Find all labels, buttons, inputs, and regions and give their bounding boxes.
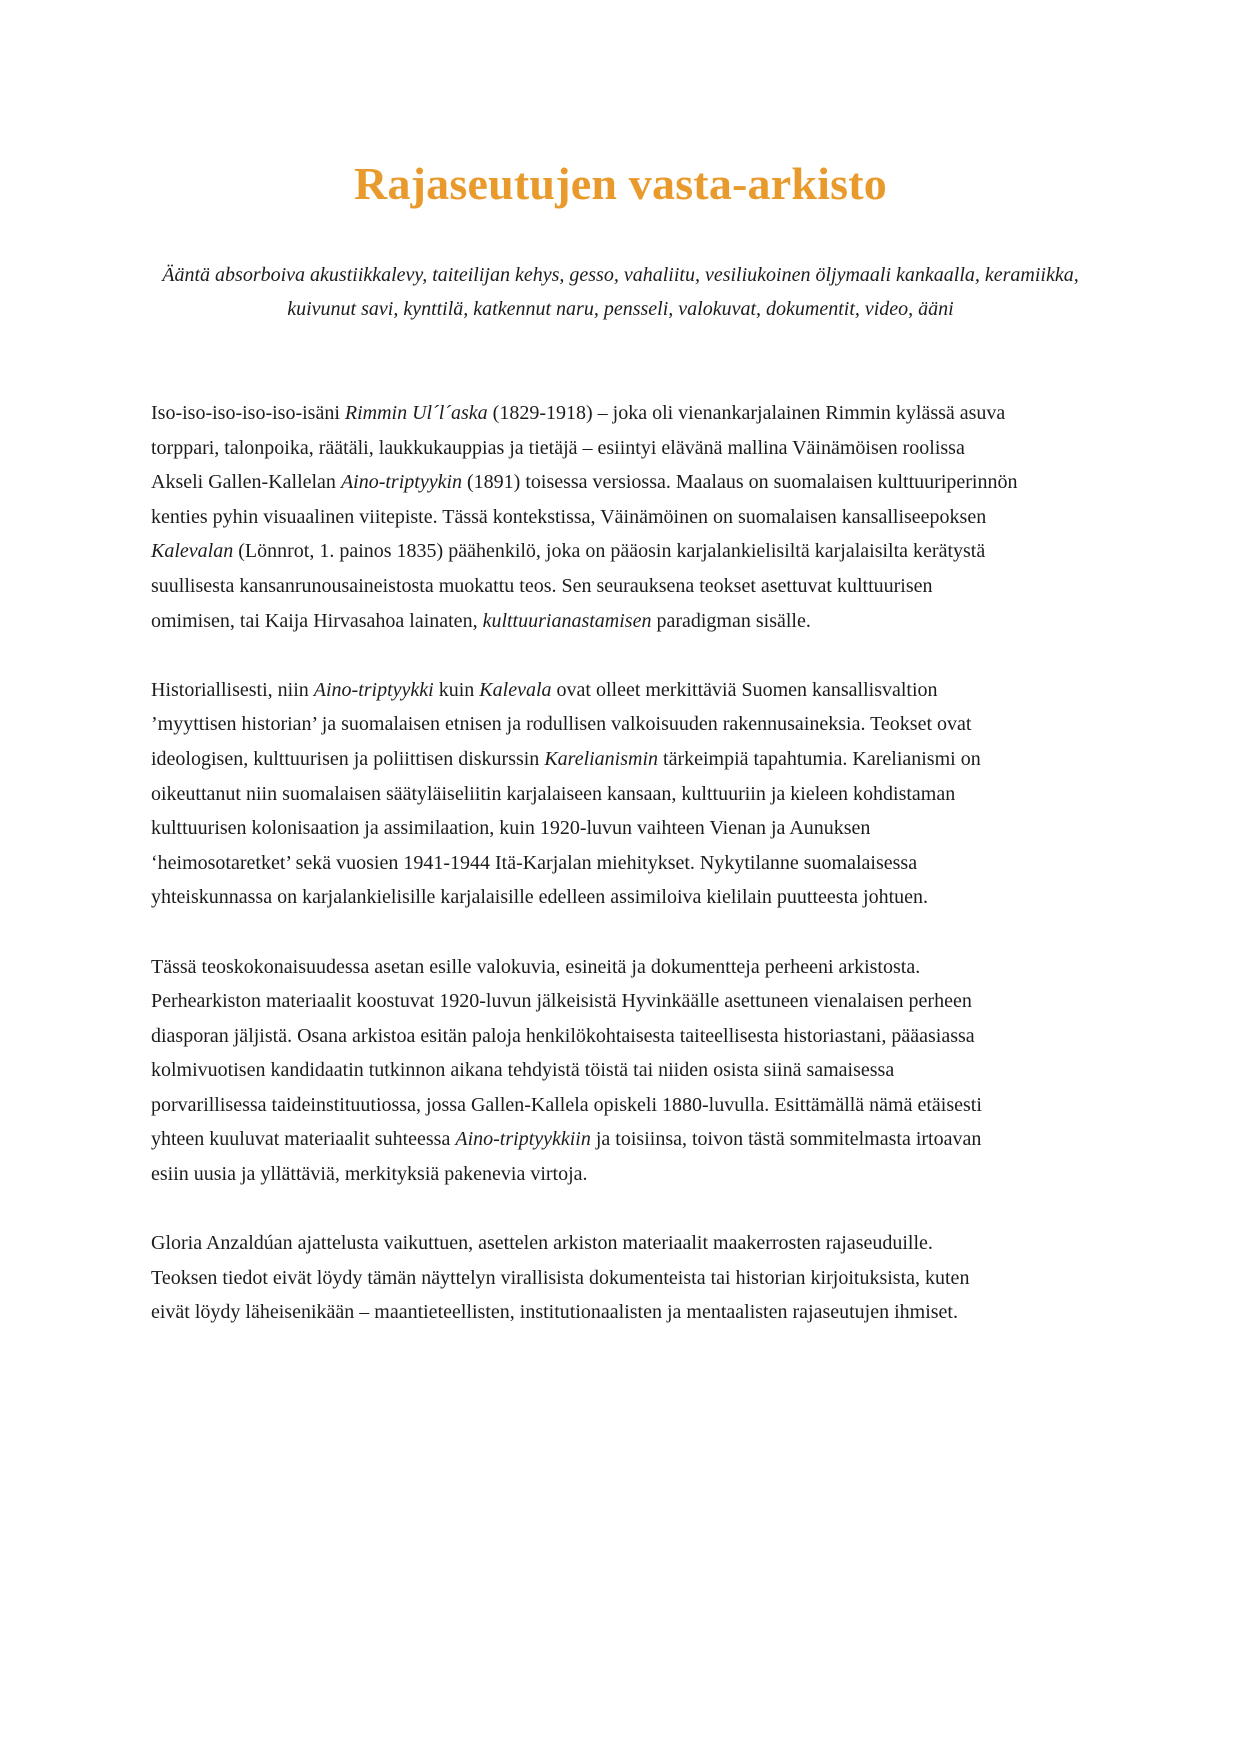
paragraph-line	[151, 811, 1099, 846]
italic-text: Kalevalan	[151, 540, 234, 563]
text-run: ovat olleet merkittäviä Suomen kansallisvaltion	[551, 678, 938, 701]
text-run: Akseli Gallen-Kallelan	[151, 471, 341, 494]
paragraph-line	[151, 1088, 1099, 1123]
text-run: yhteen kuuluvat materiaalit suhteessa	[151, 1128, 456, 1151]
text-run: diasporan jäljistä. Osana arkistoa esitän paloja henkilökohtaisesta taiteellisesta historiastani, pääasiassa	[151, 1024, 975, 1047]
italic-text: kulttuurianastamisen	[482, 609, 652, 632]
paragraph-line	[151, 673, 1099, 708]
italic-text: Rimmin Ul´l´aska	[344, 402, 488, 424]
text-run: (Lönnrot, 1. painos 1835) päähenkilö, joka on pääosin karjalankielisiltä karjalaisilta kerätystä	[233, 540, 986, 563]
italic-text: Karelianismin	[544, 747, 659, 770]
body-paragraph	[151, 396, 1099, 638]
body-text	[151, 396, 1099, 1365]
paragraph-line	[151, 950, 1099, 985]
page-title: Rajaseutujen vasta-arkisto	[354, 158, 887, 209]
body-paragraph	[151, 673, 1099, 915]
text-run: Teoksen tiedot eivät löydy tämän näyttelyn virallisista dokumenteista tai historian kirjoituksista, kuten	[151, 1266, 970, 1289]
text-run: kenties pyhin visuaalinen viitepiste. Tässä kontekstissa, Väinämöinen on suomalaisen kansalliseepoksen	[151, 505, 987, 528]
paragraph-line	[151, 777, 1099, 812]
paragraph-line	[151, 707, 1099, 742]
text-run: ja toisiinsa, toivon tästä sommitelmasta irtoavan	[590, 1128, 982, 1151]
text-run: oikeuttanut niin suomalaisen säätyläiseliitin karjalaiseen kansaan, kulttuuriin ja kieleen kohdistaman	[151, 782, 956, 805]
text-run: Tässä teoskokonaisuudessa asetan esille valokuvia, esineitä ja dokumentteja perheeni arkistosta.	[151, 955, 921, 978]
paragraph-line	[151, 984, 1099, 1019]
text-run: kuin	[433, 678, 480, 701]
materials-line: kuivunut savi, kynttilä, katkennut naru, pensseli, valokuvat, dokumentit, video, ääni	[287, 298, 954, 320]
text-run: kulttuurisen kolonisaation ja assimilaation, kuin 1920-luvun vaihteen Vienan ja Aunuksen	[151, 817, 871, 840]
text-run: Iso-iso-iso-iso-iso-isäni	[151, 402, 345, 424]
paragraph-line	[151, 1295, 1099, 1330]
text-run: tärkeimpiä tapahtumia. Karelianismi on	[658, 747, 981, 770]
paragraph-line	[151, 431, 1099, 466]
paragraph-line	[151, 1261, 1099, 1296]
text-run: Historiallisesti, niin	[151, 678, 314, 701]
paragraph-line	[151, 1019, 1099, 1054]
paragraph-line	[151, 880, 1099, 915]
paragraph-line	[151, 500, 1099, 535]
italic-text: Aino-triptyykkiin	[455, 1128, 591, 1151]
text-run: porvarillisessa taideinstituutiossa, jossa Gallen-Kallela opiskeli 1880-luvulla. Esittämällä nämä etäisesti	[151, 1093, 982, 1116]
materials-line: Ääntä absorboiva akustiikkalevy, taiteilijan kehys, gesso, vahaliitu, vesiliukoinen öljymaali kankaalla, keramiikka,	[162, 264, 1079, 286]
text-run: Gloria Anzaldúan ajattelusta vaikuttuen, asettelen arkiston materiaalit maakerrosten rajaseuduille.	[151, 1232, 933, 1255]
text-run: ’myyttisen historian’ ja suomalaisen etnisen ja rodullisen valkoisuuden rakennusaineksia. Teokset ovat	[151, 713, 972, 736]
body-paragraph	[151, 950, 1099, 1192]
paragraph-line	[151, 1226, 1099, 1261]
text-run: omimisen, tai Kaija Hirvasahoa lainaten,	[151, 609, 483, 632]
paragraph-line	[151, 1122, 1099, 1157]
text-run: (1891) toisessa versiossa. Maalaus on suomalaisen kulttuuriperinnön	[462, 471, 1018, 494]
paragraph-line	[151, 465, 1099, 500]
italic-text: Aino-triptyykin	[340, 471, 463, 494]
text-run: Perhearkiston materiaalit koostuvat 1920-luvun jälkeisistä Hyvinkäälle asettuneen vienalaisen perheen	[151, 990, 972, 1013]
text-run: ‘heimosotaretket’ sekä vuosien 1941-1944 Itä-Karjalan miehitykset. Nykytilanne suomalaisessa	[151, 851, 918, 874]
paragraph-line	[151, 569, 1099, 604]
italic-text: Kalevala	[479, 678, 552, 701]
paragraph-line	[151, 1157, 1099, 1192]
paragraph-line	[151, 846, 1099, 881]
body-paragraph	[151, 1226, 1099, 1330]
text-run: yhteiskunnassa on karjalankielisille karjalaisille edelleen assimiloiva kielilain puutteesta johtuen.	[151, 886, 929, 909]
paragraph-line	[151, 604, 1099, 639]
paragraph-line	[151, 534, 1099, 569]
italic-text: Aino-triptyykki	[313, 678, 434, 701]
paragraph-line	[151, 1053, 1099, 1088]
paragraph-line	[151, 742, 1099, 777]
text-run: eivät löydy läheisenikään – maantieteellisten, institutionaalisten ja mentaalisten rajaseutujen ihmiset.	[151, 1301, 958, 1324]
text-run: ideologisen, kulttuurisen ja poliittisen diskurssin	[151, 747, 545, 770]
text-run: kolmivuotisen kandidaatin tutkinnon aikana tehdyistä töistä tai niiden osista siinä samaisessa	[151, 1059, 895, 1082]
text-run: suullisesta kansanrunousaineistosta muokattu teos. Sen seurauksena teokset asettuvat kulttuurisen	[151, 574, 933, 597]
text-run: paradigman sisälle.	[651, 609, 811, 632]
materials-list	[140, 258, 1101, 326]
text-run: torppari, talonpoika, räätäli, laukkukauppias ja tietäjä – esiintyi elävänä mallina Väinämöisen roolissa	[151, 436, 965, 459]
text-run: (1829-1918) – joka oli vienankarjalainen Rimmin kylässä asuva	[487, 402, 1006, 424]
text-run: esiin uusia ja yllättäviä, merkityksiä pakenevia virtoja.	[151, 1163, 588, 1186]
paragraph-line	[151, 396, 1099, 431]
